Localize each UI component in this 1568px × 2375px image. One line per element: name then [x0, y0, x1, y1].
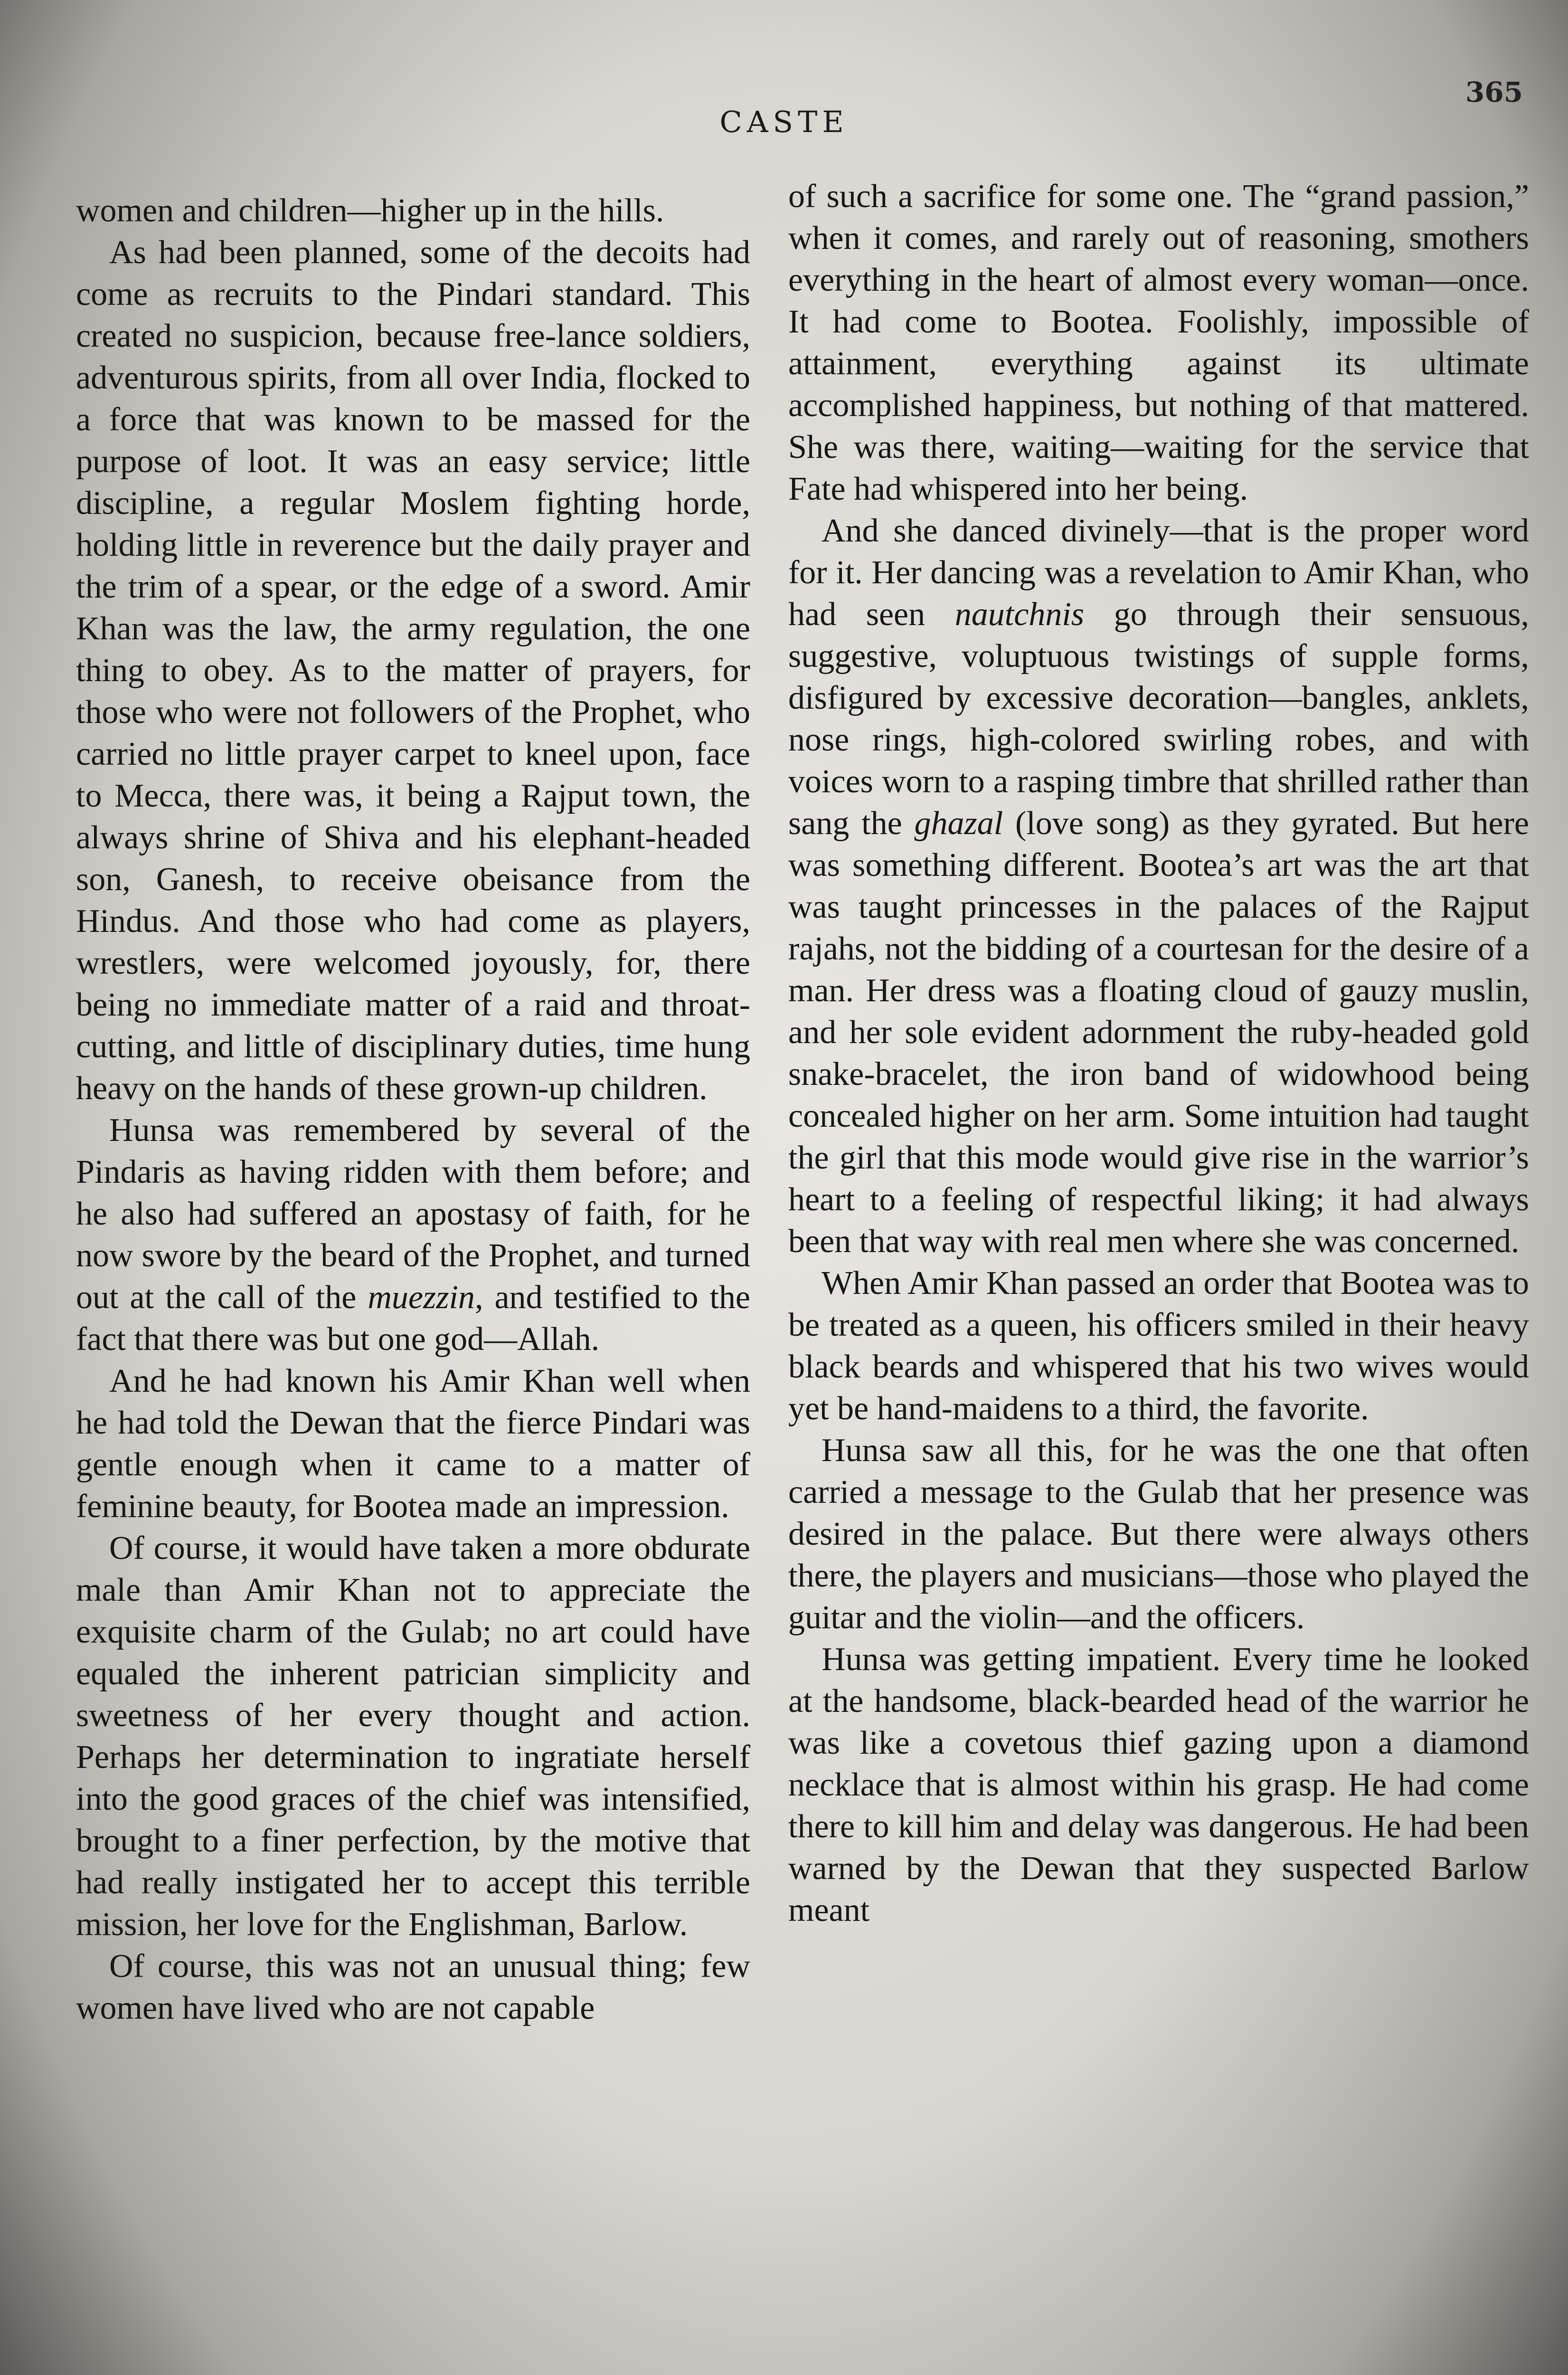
paragraph: Of course, this was not an unusual thing; few women have lived who are not capable: [76, 1948, 750, 2026]
paragraph: And he had known his Amir Khan well when he had told the Dewan that the fierce Pindari was gentle enough when it came to a matter of feminine beauty, for Bootea made an impression.: [76, 1363, 750, 1525]
text-run: , and testified to the fact that there was but one god—Allah.: [76, 1279, 750, 1358]
italic-term: nautchnis: [954, 596, 1085, 633]
paragraph: When Amir Khan passed an order that Bootea was to be treated as a queen, his officers smiled in their heavy black beards and whispered that his two wives would yet be hand-maidens to a third, the favorite.: [788, 1265, 1529, 1427]
right-column: [788, 176, 1529, 1931]
text-run: (love song) as they gyrated. But here was something different. Bootea’s art was the art that was taught princesses in the palaces of the Rajput rajahs, not the bidding of a courtesan for the desire of a man. Her dress was a floating cloud of gauzy muslin, and her sole evident adornment the ruby-headed gold snake-bracelet, the iron band of widowhood being concealed higher on her arm. Some intuition had taught the girl that this mode would give rise in the warrior’s heart to a feeling of respectful liking; it had always been that way with real men where she was concerned.: [788, 805, 1529, 1260]
paragraph: women and children—higher up in the hills.: [76, 192, 664, 229]
italic-term: ghazal: [914, 805, 1003, 842]
paragraph: Hunsa saw all this, for he was the one that often carried a message to the Gulab that her presence was desired in the palace. But there were always others there, the players and musicians—those who played the guitar and the violin—and the officers.: [788, 1432, 1529, 1636]
text-run: And she danced divinely—that is the proper word for it. Her dancing was a revelation to Amir Khan, who had seen: [788, 513, 1529, 633]
paragraph: Hunsa was getting impatient. Every time he looked at the handsome, black-bearded head of the warrior he was like a covetous thief gazing upon a diamond necklace that is almost within his grasp. He had come there to kill him and delay was dangerous. He had been warned by the Dewan that they suspected Barlow meant: [788, 1641, 1529, 1928]
paragraph: [788, 510, 1529, 1263]
text-run: Hunsa was remembered by several of the Pindaris as having ridden with them before; and he also had suffered an apostasy of faith, for he now swore by the beard of the Prophet, and turned out at the call of the: [76, 1112, 750, 1316]
running-header-title: CASTE: [719, 104, 849, 139]
left-column: [76, 190, 750, 2029]
text-run: go through their sensuous, suggestive, voluptuous twistings of supple forms, disfigured by excessive decoration—bangles, anklets, nose rings, high-colored swirling robes, and with voices worn to a rasping timbre that shrilled rather than sang the: [788, 596, 1530, 842]
paragraph: of such a sacrifice for some one. The “grand passion,” when it comes, and rarely out of reasoning, smothers everything in the heart of almost every woman—once. It had come to Bootea. Foolishly, impossible of attainment, everything against its ultimate accomplished happiness, but nothing of that mattered. She was there, waiting—waiting for the service that Fate had whispered into her being.: [788, 178, 1529, 507]
paragraph: As had been planned, some of the decoits had come as recruits to the Pindari standard. This created no suspicion, because free-lance soldiers, adventurous spirits, from all over India, flocked to a force that was known to be massed for the purpose of loot. It was an easy service; little discipline, a regular Moslem fighting horde, holding little in reverence but the daily prayer and the trim of a spear, or the edge of a sword. Amir Khan was the law, the army regulation, the one thing to obey. As to the matter of prayers, for those who were not followers of the Prophet, who carried no little prayer carpet to kneel upon, face to Mecca, there was, it being a Rajput town, the always shrine of Shiva and his elephant-headed son, Ganesh, to receive obeisance from the Hindus. And those who had come as players, wrestlers, were welcomed joyously, for, there being no immediate matter of a raid and throat-cutting, and little of disciplinary duties, time hung heavy on the hands of these grown-up children.: [76, 234, 750, 1107]
paragraph: [76, 1110, 750, 1360]
paragraph: Of course, it would have taken a more obdurate male than Amir Khan not to appreciate the exquisite charm of the Gulab; no art could have equaled the inherent patrician simplicity and sweetness of her every thought and action. Perhaps her determination to ingratiate herself into the good graces of the chief was intensified, brought to a finer perfection, by the motive that had really instigated her to accept this terrible mission, her love for the Englishman, Barlow.: [76, 1530, 750, 1943]
italic-term: muezzin: [368, 1279, 475, 1316]
page-number: 365: [1465, 76, 1523, 108]
